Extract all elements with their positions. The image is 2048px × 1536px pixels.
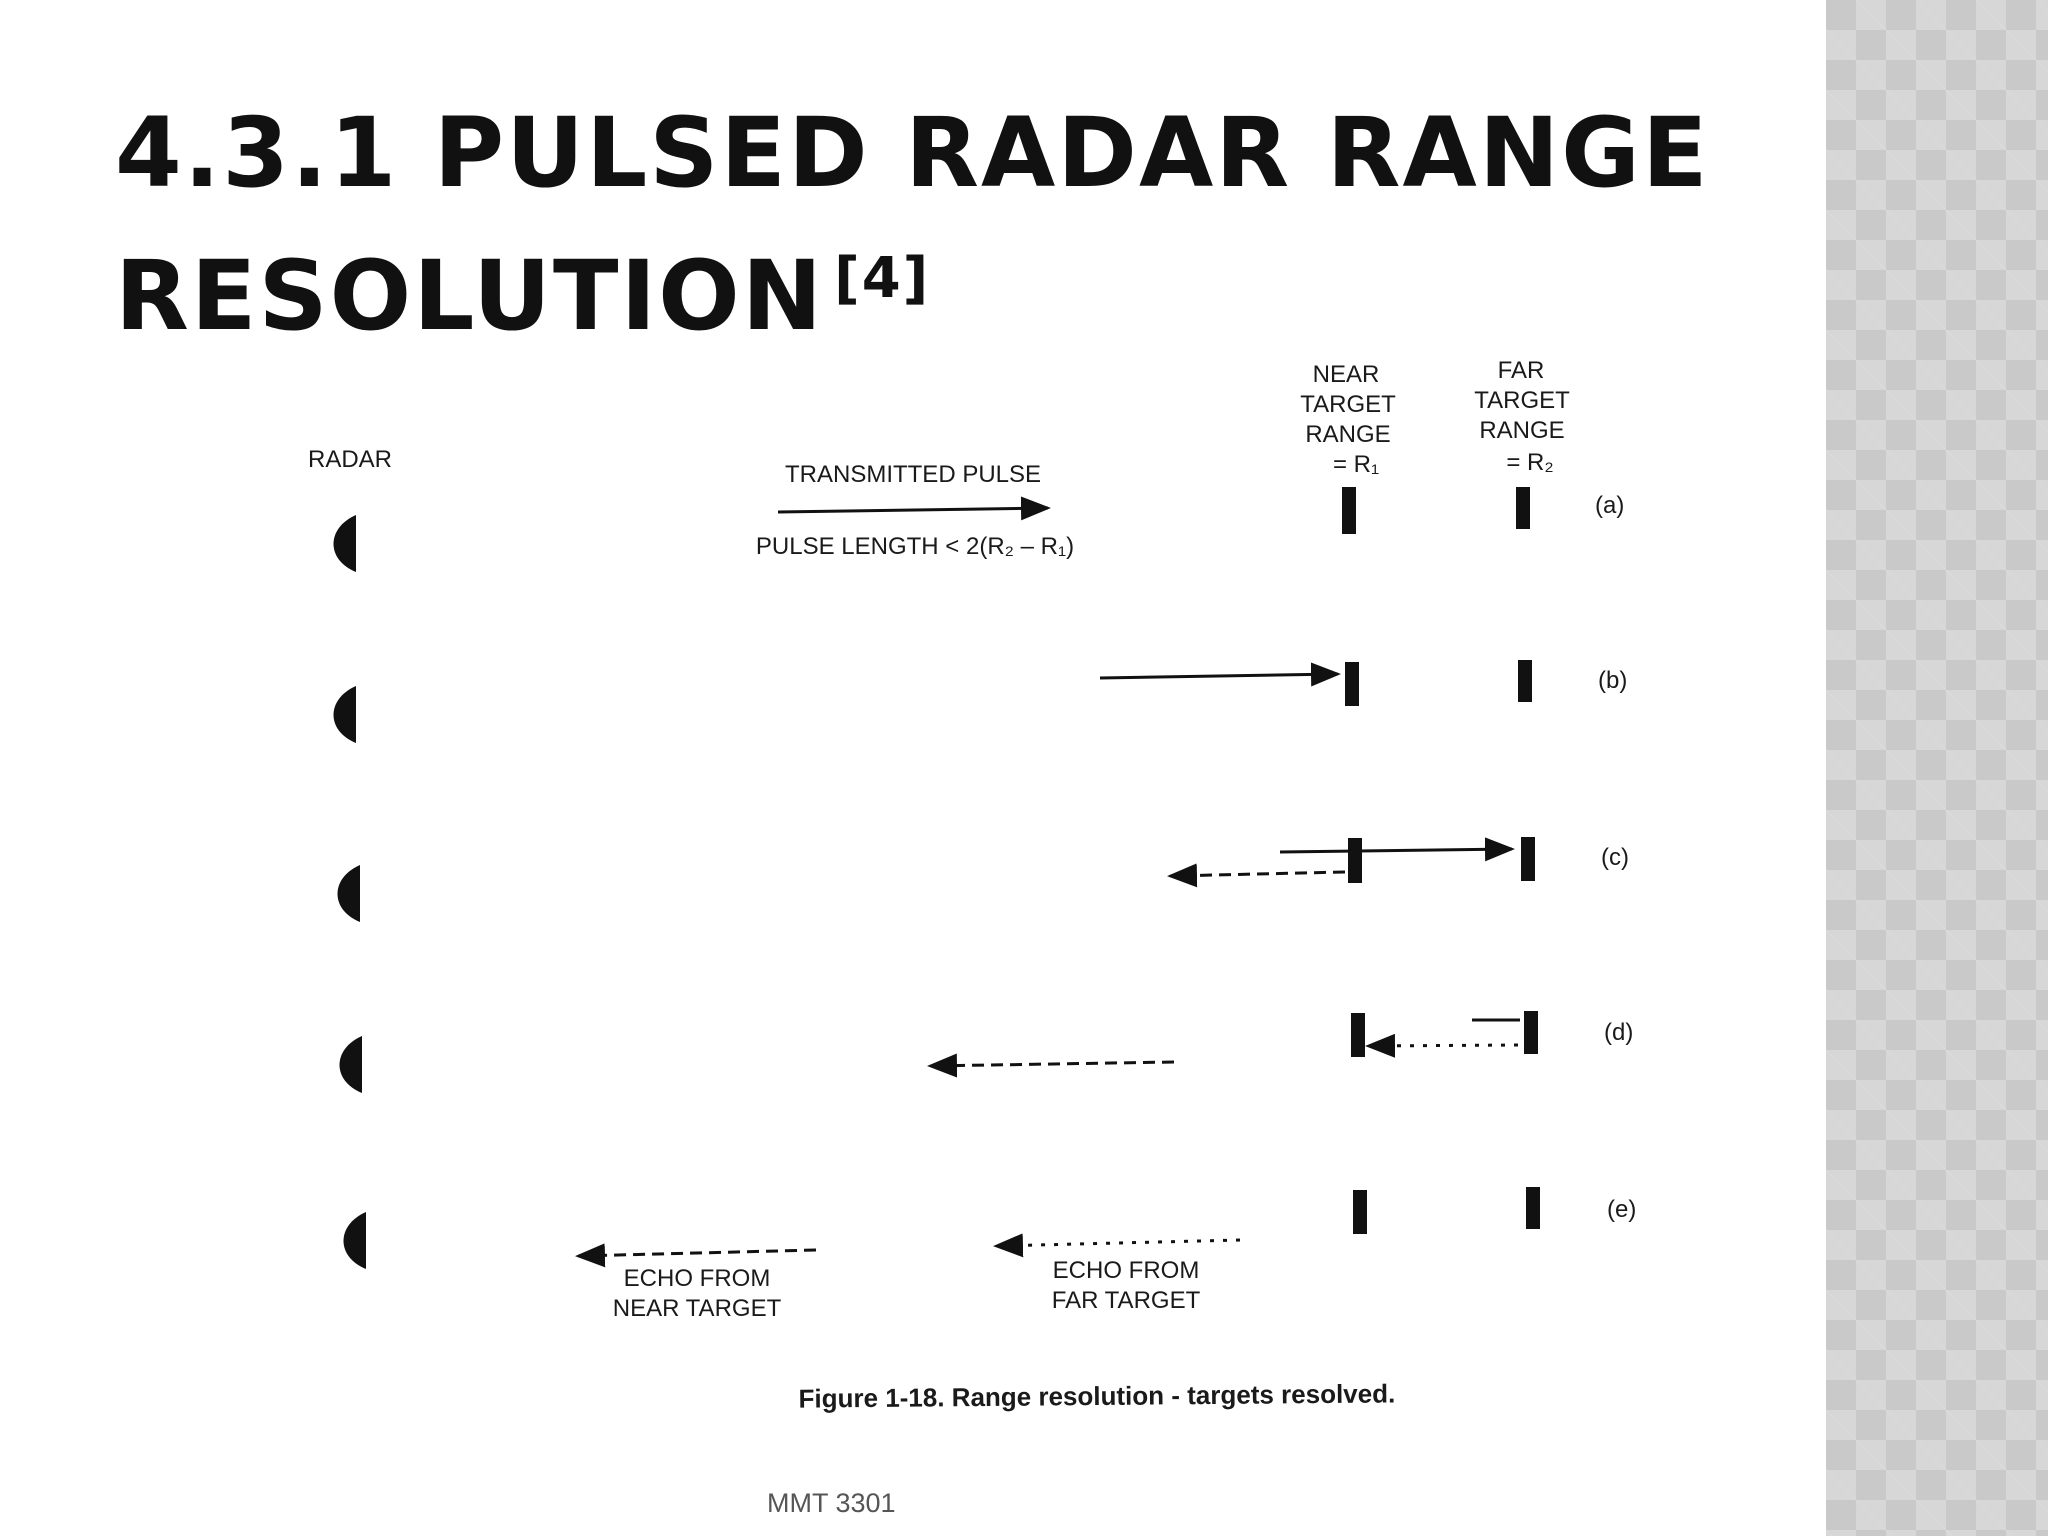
pulse-arrow-b (1100, 674, 1338, 678)
panel-labels (1595, 492, 1636, 1223)
far-target-label-line: RANGE (1479, 417, 1565, 444)
near-echo-arrow-e (578, 1250, 816, 1256)
panel-label-e: (e) (1607, 1196, 1637, 1223)
far-target-label-line: FAR (1497, 357, 1545, 384)
transmitted-pulse-label: TRANSMITTED PULSE (784, 461, 1042, 488)
panel-label-c: (c) (1601, 844, 1629, 871)
far-target-d (1524, 1011, 1538, 1054)
figure-caption: Figure 1-18. Range resolution - targets resolved. (798, 1378, 1396, 1414)
echo-far-label-line: FAR TARGET (1051, 1287, 1201, 1314)
near-target-c (1348, 838, 1362, 883)
near-echo-arrow-d (930, 1062, 1174, 1066)
echo-near-label (613, 1265, 782, 1322)
radar-dish-icon (334, 515, 357, 572)
radar-label: RADAR (307, 446, 393, 473)
far-target-e (1526, 1187, 1540, 1229)
panel-label-a: (a) (1595, 492, 1625, 519)
near-target-e (1353, 1190, 1367, 1234)
far-target-c (1521, 837, 1535, 881)
far-target-label (1474, 357, 1570, 476)
radar-dish-icon (338, 865, 361, 922)
panel-label-d: (d) (1604, 1019, 1634, 1046)
targets (1342, 487, 1540, 1234)
near-echo-arrow-c (1170, 872, 1345, 876)
far-target-label-line: = R₂ (1506, 449, 1554, 476)
near-target-label-line: = R₁ (1332, 451, 1380, 478)
panel-label-b: (b) (1598, 667, 1628, 694)
radar-dish-icon (344, 1212, 367, 1269)
radar-dishes (334, 515, 367, 1269)
near-target-label-line: TARGET (1300, 391, 1396, 418)
slide-footer: MMT 3301 (767, 1488, 896, 1518)
echo-near-label-line: ECHO FROM (623, 1265, 771, 1292)
title-reference: [4] (834, 246, 931, 311)
far-target-label-line: TARGET (1474, 387, 1570, 414)
far-echo-arrow-d (1368, 1045, 1518, 1046)
near-target-label (1300, 361, 1396, 478)
near-target-label-line: RANGE (1305, 421, 1391, 448)
echo-far-label-line: ECHO FROM (1052, 1257, 1200, 1284)
radar-dish-icon (334, 686, 357, 743)
near-target-a (1342, 487, 1356, 534)
near-target-b (1345, 662, 1359, 706)
pulse-arrow-c (1280, 849, 1512, 852)
echo-far-label (1052, 1257, 1201, 1314)
radar-dish-icon (340, 1036, 363, 1093)
near-target-label-line: NEAR (1312, 361, 1380, 388)
echo-near-label-line: NEAR TARGET (612, 1295, 782, 1322)
far-echo-arrow-e (996, 1240, 1240, 1246)
transmitted-pulse-arrow (778, 508, 1048, 512)
pulse-length-label: PULSE LENGTH < 2(R₂ – R₁) (755, 533, 1075, 560)
far-target-a (1516, 487, 1530, 529)
far-target-b (1518, 660, 1532, 702)
slide-title: 4.3.1 PULSED RADAR RANGE RESOLUTION [4] (115, 97, 1710, 352)
near-target-d (1351, 1013, 1365, 1057)
